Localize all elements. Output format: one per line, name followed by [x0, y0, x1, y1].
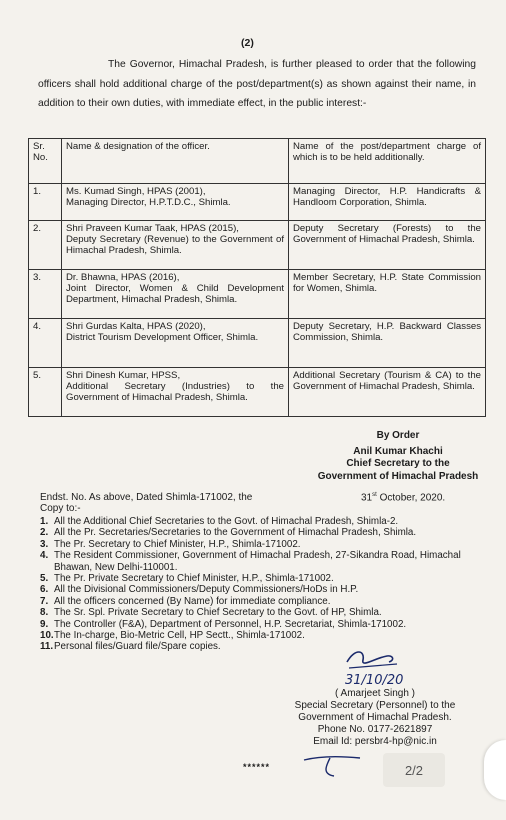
row-officer	[62, 221, 289, 270]
page-number: (2)	[241, 37, 254, 49]
list-item	[40, 619, 480, 630]
initial-mark	[300, 752, 370, 782]
signatory-title-2: Government of Himachal Pradesh	[317, 470, 479, 482]
endorsement-number: Endst. No. As above, Dated Shimla-171002, the	[40, 492, 253, 503]
signatory-name: Anil Kumar Khachi	[353, 445, 443, 457]
list-item	[40, 584, 480, 595]
list-item	[40, 607, 480, 618]
signatory-title-1: Special Secretary (Personnel) to the	[294, 700, 456, 711]
email-id[interactable]: Email Id: persbr4-hp@nic.in	[313, 736, 437, 747]
list-item	[40, 550, 480, 573]
item-text: The Pr. Secretary to Chief Minister, H.P., Shimla-171002.	[54, 538, 301, 550]
item-number: 3.	[40, 538, 49, 550]
table-row	[29, 270, 486, 319]
header-sr: Sr. No.	[29, 139, 62, 184]
officer-name: Ms. Kumad Singh, HPAS (2001),	[66, 186, 206, 197]
row-officer	[62, 368, 289, 417]
item-text: All the officers concerned (By Name) for immediate compliance.	[54, 595, 331, 607]
row-sr: 5.	[29, 368, 62, 417]
table-row	[29, 319, 486, 368]
item-number: 5.	[40, 573, 49, 585]
row-officer	[62, 184, 289, 221]
row-officer	[62, 270, 289, 319]
table-row	[29, 184, 486, 221]
by-order-label: By Order	[376, 430, 420, 441]
item-number: 2.	[40, 527, 49, 539]
officer-name: Shri Gurdas Kalta, HPAS (2020),	[66, 321, 206, 332]
officer-name: Shri Dinesh Kumar, HPSS,	[66, 370, 181, 381]
item-text: The Resident Commissioner, Government of Himachal Pradesh, 27-Sikandra Road, Himachal Bhawan, New Delhi-110001.	[54, 550, 461, 573]
item-text: All the Pr. Secretaries/Secretaries to the Government of Himachal Pradesh, Shimla.	[54, 527, 417, 539]
item-number: 4.	[40, 550, 49, 562]
item-text: The In-charge, Bio-Metric Cell, HP Sectt., Shimla-171002.	[54, 630, 305, 642]
page-curl	[484, 740, 506, 800]
item-number: 1.	[40, 516, 49, 527]
list-item	[40, 573, 480, 584]
officer-designation: Joint Director, Women & Child Development Department, Himachal Pradesh, Shimla.	[66, 283, 284, 306]
intro-text: The Governor, Himachal Pradesh, is further pleased to order that the following officers shall hold additional charge of the post/department(s) as shown against their name, in addition to their own duties, with immediate effect, in the public interest:-	[38, 59, 476, 109]
officer-designation: Deputy Secretary (Revenue) to the Government of Himachal Pradesh, Shimla.	[66, 234, 284, 257]
item-text: Personal files/Guard file/Spare copies.	[54, 641, 221, 653]
item-text: All the Divisional Commissioners/Deputy Commissioners/HoDs in H.P.	[54, 584, 359, 596]
list-item	[40, 596, 480, 607]
list-item	[40, 527, 480, 538]
date-rest: October, 2020.	[376, 492, 446, 504]
officer-designation: District Tourism Development Officer, Shimla.	[66, 332, 259, 344]
item-number: 11.	[40, 641, 54, 653]
row-post: Managing Director, H.P. Handicrafts & Handloom Corporation, Shimla.	[289, 184, 486, 221]
signature-block	[270, 688, 480, 748]
table-row	[29, 221, 486, 270]
copy-to-label: Copy to:-	[40, 503, 81, 514]
table-row	[29, 368, 486, 417]
row-sr: 1.	[29, 184, 62, 221]
officer-designation: Managing Director, H.P.T.D.C., Shimla.	[66, 197, 231, 209]
item-number: 8.	[40, 607, 49, 619]
item-number: 7.	[40, 595, 49, 607]
officers-table	[28, 138, 486, 417]
row-sr: 3.	[29, 270, 62, 319]
officer-name: Dr. Bhawna, HPAS (2016),	[66, 272, 180, 283]
by-order-block	[298, 430, 498, 483]
signatory-name: ( Amarjeet Singh )	[334, 688, 416, 699]
endorsement-date	[361, 492, 445, 503]
row-post: Member Secretary, H.P. State Commission for Women, Shimla.	[289, 270, 486, 319]
table-header-row	[29, 139, 486, 184]
item-number: 6.	[40, 584, 49, 596]
list-item	[40, 539, 480, 550]
officer-name: Shri Praveen Kumar Taak, HPAS (2015),	[66, 223, 239, 234]
signatory-title-1: Chief Secretary to the	[346, 458, 450, 469]
row-sr: 4.	[29, 319, 62, 368]
header-name: Name & designation of the officer.	[62, 139, 289, 184]
item-text: All the Additional Chief Secretaries to the Govt. of Himachal Pradesh, Shimla-2.	[54, 516, 399, 527]
item-text: The Controller (F&A), Department of Personnel, H.P. Secretariat, Shimla-171002.	[54, 618, 407, 630]
row-post: Deputy Secretary, H.P. Backward Classes Commission, Shimla.	[289, 319, 486, 368]
phone-number: Phone No. 0177-2621897	[317, 724, 433, 735]
copy-list	[40, 516, 480, 653]
row-officer	[62, 319, 289, 368]
signatory-title-2: Government of Himachal Pradesh.	[298, 712, 452, 723]
date-suffix: st	[372, 492, 377, 498]
row-post: Additional Secretary (Tourism & CA) to the Government of Himachal Pradesh, Shimla.	[289, 368, 486, 417]
header-post: Name of the post/department charge of which is to be held additionally.	[289, 139, 486, 184]
row-post: Deputy Secretary (Forests) to the Government of Himachal Pradesh, Shimla.	[289, 221, 486, 270]
intro-paragraph	[38, 55, 476, 114]
end-marker: ******	[243, 762, 271, 772]
item-text: The Sr. Spl. Private Secretary to Chief Secretary to the Govt. of HP, Shimla.	[54, 607, 382, 619]
page-indicator[interactable]: 2/2	[383, 753, 445, 787]
item-number: 10.	[40, 630, 54, 642]
item-text: The Pr. Private Secretary to Chief Minister, H.P., Shimla-171002.	[54, 573, 334, 585]
date-day: 31	[361, 492, 373, 504]
handwritten-signature	[335, 640, 415, 690]
officer-designation: Additional Secretary (Industries) to the Government of Himachal Pradesh, Shimla.	[66, 381, 284, 404]
item-number: 9.	[40, 618, 49, 630]
row-sr: 2.	[29, 221, 62, 270]
list-item	[40, 516, 480, 527]
handwritten-date: 31/10/20	[345, 673, 404, 688]
